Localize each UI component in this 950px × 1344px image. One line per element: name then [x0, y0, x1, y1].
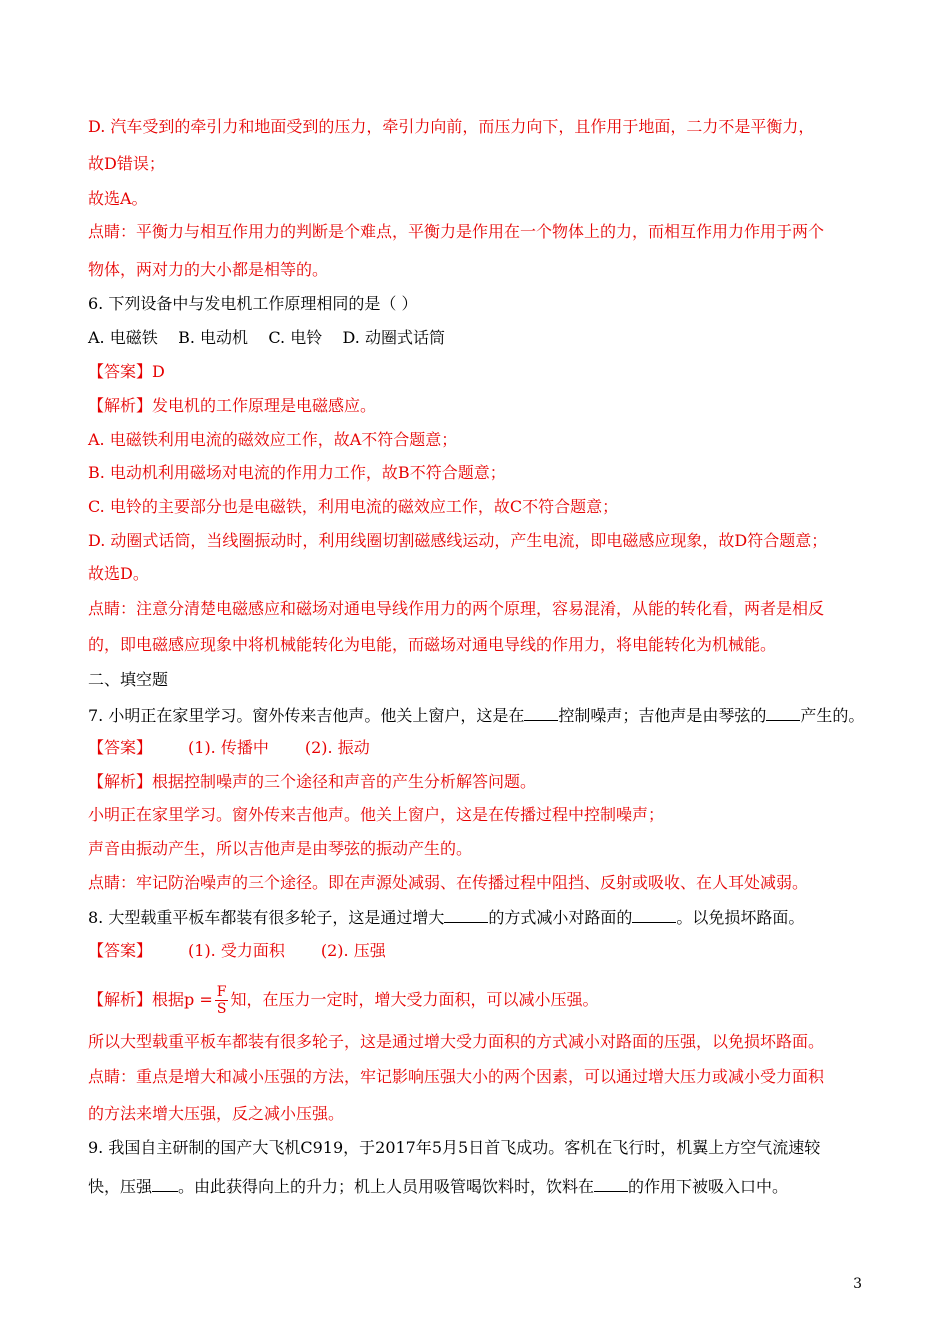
- q5-note-line1: 点睛：平衡力与相互作用力的判断是个难点，平衡力是作用在一个物体上的力，而相互作用力作用于两个: [88, 222, 825, 241]
- q6-answer: 【答案】D: [88, 362, 165, 381]
- q7-explanation-1: 小明正在家里学习。窗外传来吉他声。他关上窗户，这是在传播过程中控制噪声；: [88, 805, 665, 824]
- page-number: 3: [853, 1276, 862, 1292]
- q7-answer-label: 【答案】: [88, 738, 153, 757]
- q7-answer: [88, 737, 870, 759]
- q6-choose: 故选D。: [88, 564, 149, 583]
- q9-text-1: 快，压强: [88, 1177, 153, 1196]
- q7-text-3: 产生的。: [800, 706, 865, 725]
- q5-choose: 故选A。: [88, 189, 148, 208]
- q8-formula-fraction: [215, 984, 229, 1017]
- q9-blank-2: [594, 1175, 628, 1192]
- q5-option-d-text: D. 汽车受到的牵引力和地面受到的压力，牵引力向前，而压力向下，且作用于地面，二力不是平衡力，: [88, 117, 815, 136]
- q7-blank-2: [766, 704, 800, 721]
- q6-options: A. 电磁铁 B. 电动机 C. 电铃 D. 动圈式话筒: [88, 328, 445, 347]
- section-heading: 二、填空题: [88, 670, 169, 689]
- q7-explanation-2: 声音由振动产生，所以吉他声是由琴弦的振动产生的。: [88, 839, 473, 858]
- q9-blank-1: [152, 1175, 178, 1192]
- q8-formula-numerator: F: [216, 984, 227, 1000]
- q5-note-line2: 物体，两对力的大小都是相等的。: [88, 260, 329, 279]
- q7-answer-2: (2). 振动: [304, 738, 370, 757]
- q9-text-3: 的作用下被吸入口中。: [628, 1177, 789, 1196]
- q7-answer-1: (1). 传播中: [188, 738, 269, 757]
- q8-explanation: 所以大型载重平板车都装有很多轮子，这是通过增大受力面积的方式减小对路面的压强，以免损坏路面。: [88, 1032, 825, 1051]
- q7-text-2: 控制噪声；吉他声是由琴弦的: [558, 706, 767, 725]
- q6-question: 6. 下列设备中与发电机工作原理相同的是（ ）: [88, 294, 418, 313]
- q6-note-line1: 点睛：注意分清楚电磁感应和磁场对通电导线作用力的两个原理，容易混淆，从能的转化看，两者是相反: [88, 599, 825, 618]
- q8-note-line1: 点睛：重点是增大和减小压强的方法，牢记影响压强大小的两个因素，可以通过增大压力或减小受力面积: [88, 1067, 825, 1086]
- q7-note: 点睛：牢记防治噪声的三个途径。即在声源处减弱、在传播过程中阻挡、反射或吸收、在人耳处减弱。: [88, 873, 809, 892]
- q8-analysis-prefix: 【解析】根据: [88, 990, 185, 1009]
- q7-analysis: 【解析】根据控制噪声的三个途径和声音的产生分析解答问题。: [88, 772, 537, 791]
- q7-blank-1: [524, 704, 558, 721]
- q9-text-2: 。由此获得向上的升力；机上人员用吸管喝饮料时，饮料在: [178, 1177, 595, 1196]
- q8-note-line2: 的方法来增大压强，反之减小压强。: [88, 1104, 345, 1123]
- q8-formula-lhs: p =: [184, 990, 213, 1009]
- q9-question-line1: 9. 我国自主研制的国产大飞机C919，于2017年5月5日首飞成功。客机在飞行时，机翼上方空气流速较: [88, 1138, 821, 1157]
- q6-analysis-d: D. 动圈式话筒，当线圈振动时，利用线圈切割磁感线运动，产生电流，即电磁感应现象，故D符合题意；: [88, 531, 828, 550]
- q9-question-line2: [88, 1175, 870, 1198]
- q8-answer-2: (2). 压强: [320, 941, 386, 960]
- q8-answer-1: (1). 受力面积: [188, 941, 285, 960]
- q8-answer-label: 【答案】: [88, 941, 153, 960]
- q8-answer: [88, 940, 870, 962]
- q8-text-1: 8. 大型载重平板车都装有很多轮子，这是通过增大: [88, 908, 445, 927]
- q8-question: [88, 906, 870, 929]
- q8-blank-2: [632, 906, 676, 923]
- q6-analysis-b: B. 电动机利用磁场对电流的作用力工作，故B不符合题意；: [88, 463, 506, 482]
- q8-analysis: [88, 984, 870, 1017]
- q8-text-2: 的方式减小对路面的: [488, 908, 633, 927]
- q5-conclusion-d: 故D错误；: [88, 154, 165, 173]
- q8-blank-1: [444, 906, 488, 923]
- q7-text-1: 7. 小明正在家里学习。窗外传来吉他声。他关上窗户，这是在: [88, 706, 525, 725]
- q8-text-3: 。以免损坏路面。: [676, 908, 805, 927]
- q6-analysis: 【解析】发电机的工作原理是电磁感应。: [88, 396, 377, 415]
- q6-analysis-a: A. 电磁铁利用电流的磁效应工作，故A不符合题意；: [88, 430, 458, 449]
- q6-note-line2: 的，即电磁感应现象中将机械能转化为电能，而磁场对通电导线的作用力，将电能转化为机械能。: [88, 635, 777, 654]
- q8-analysis-suffix: 知，在压力一定时，增大受力面积，可以减小压强。: [230, 990, 599, 1009]
- q8-formula-denominator: S: [216, 1001, 227, 1017]
- q6-analysis-c: C. 电铃的主要部分也是电磁铁，利用电流的磁效应工作，故C不符合题意；: [88, 497, 619, 516]
- q7-question: [88, 704, 870, 727]
